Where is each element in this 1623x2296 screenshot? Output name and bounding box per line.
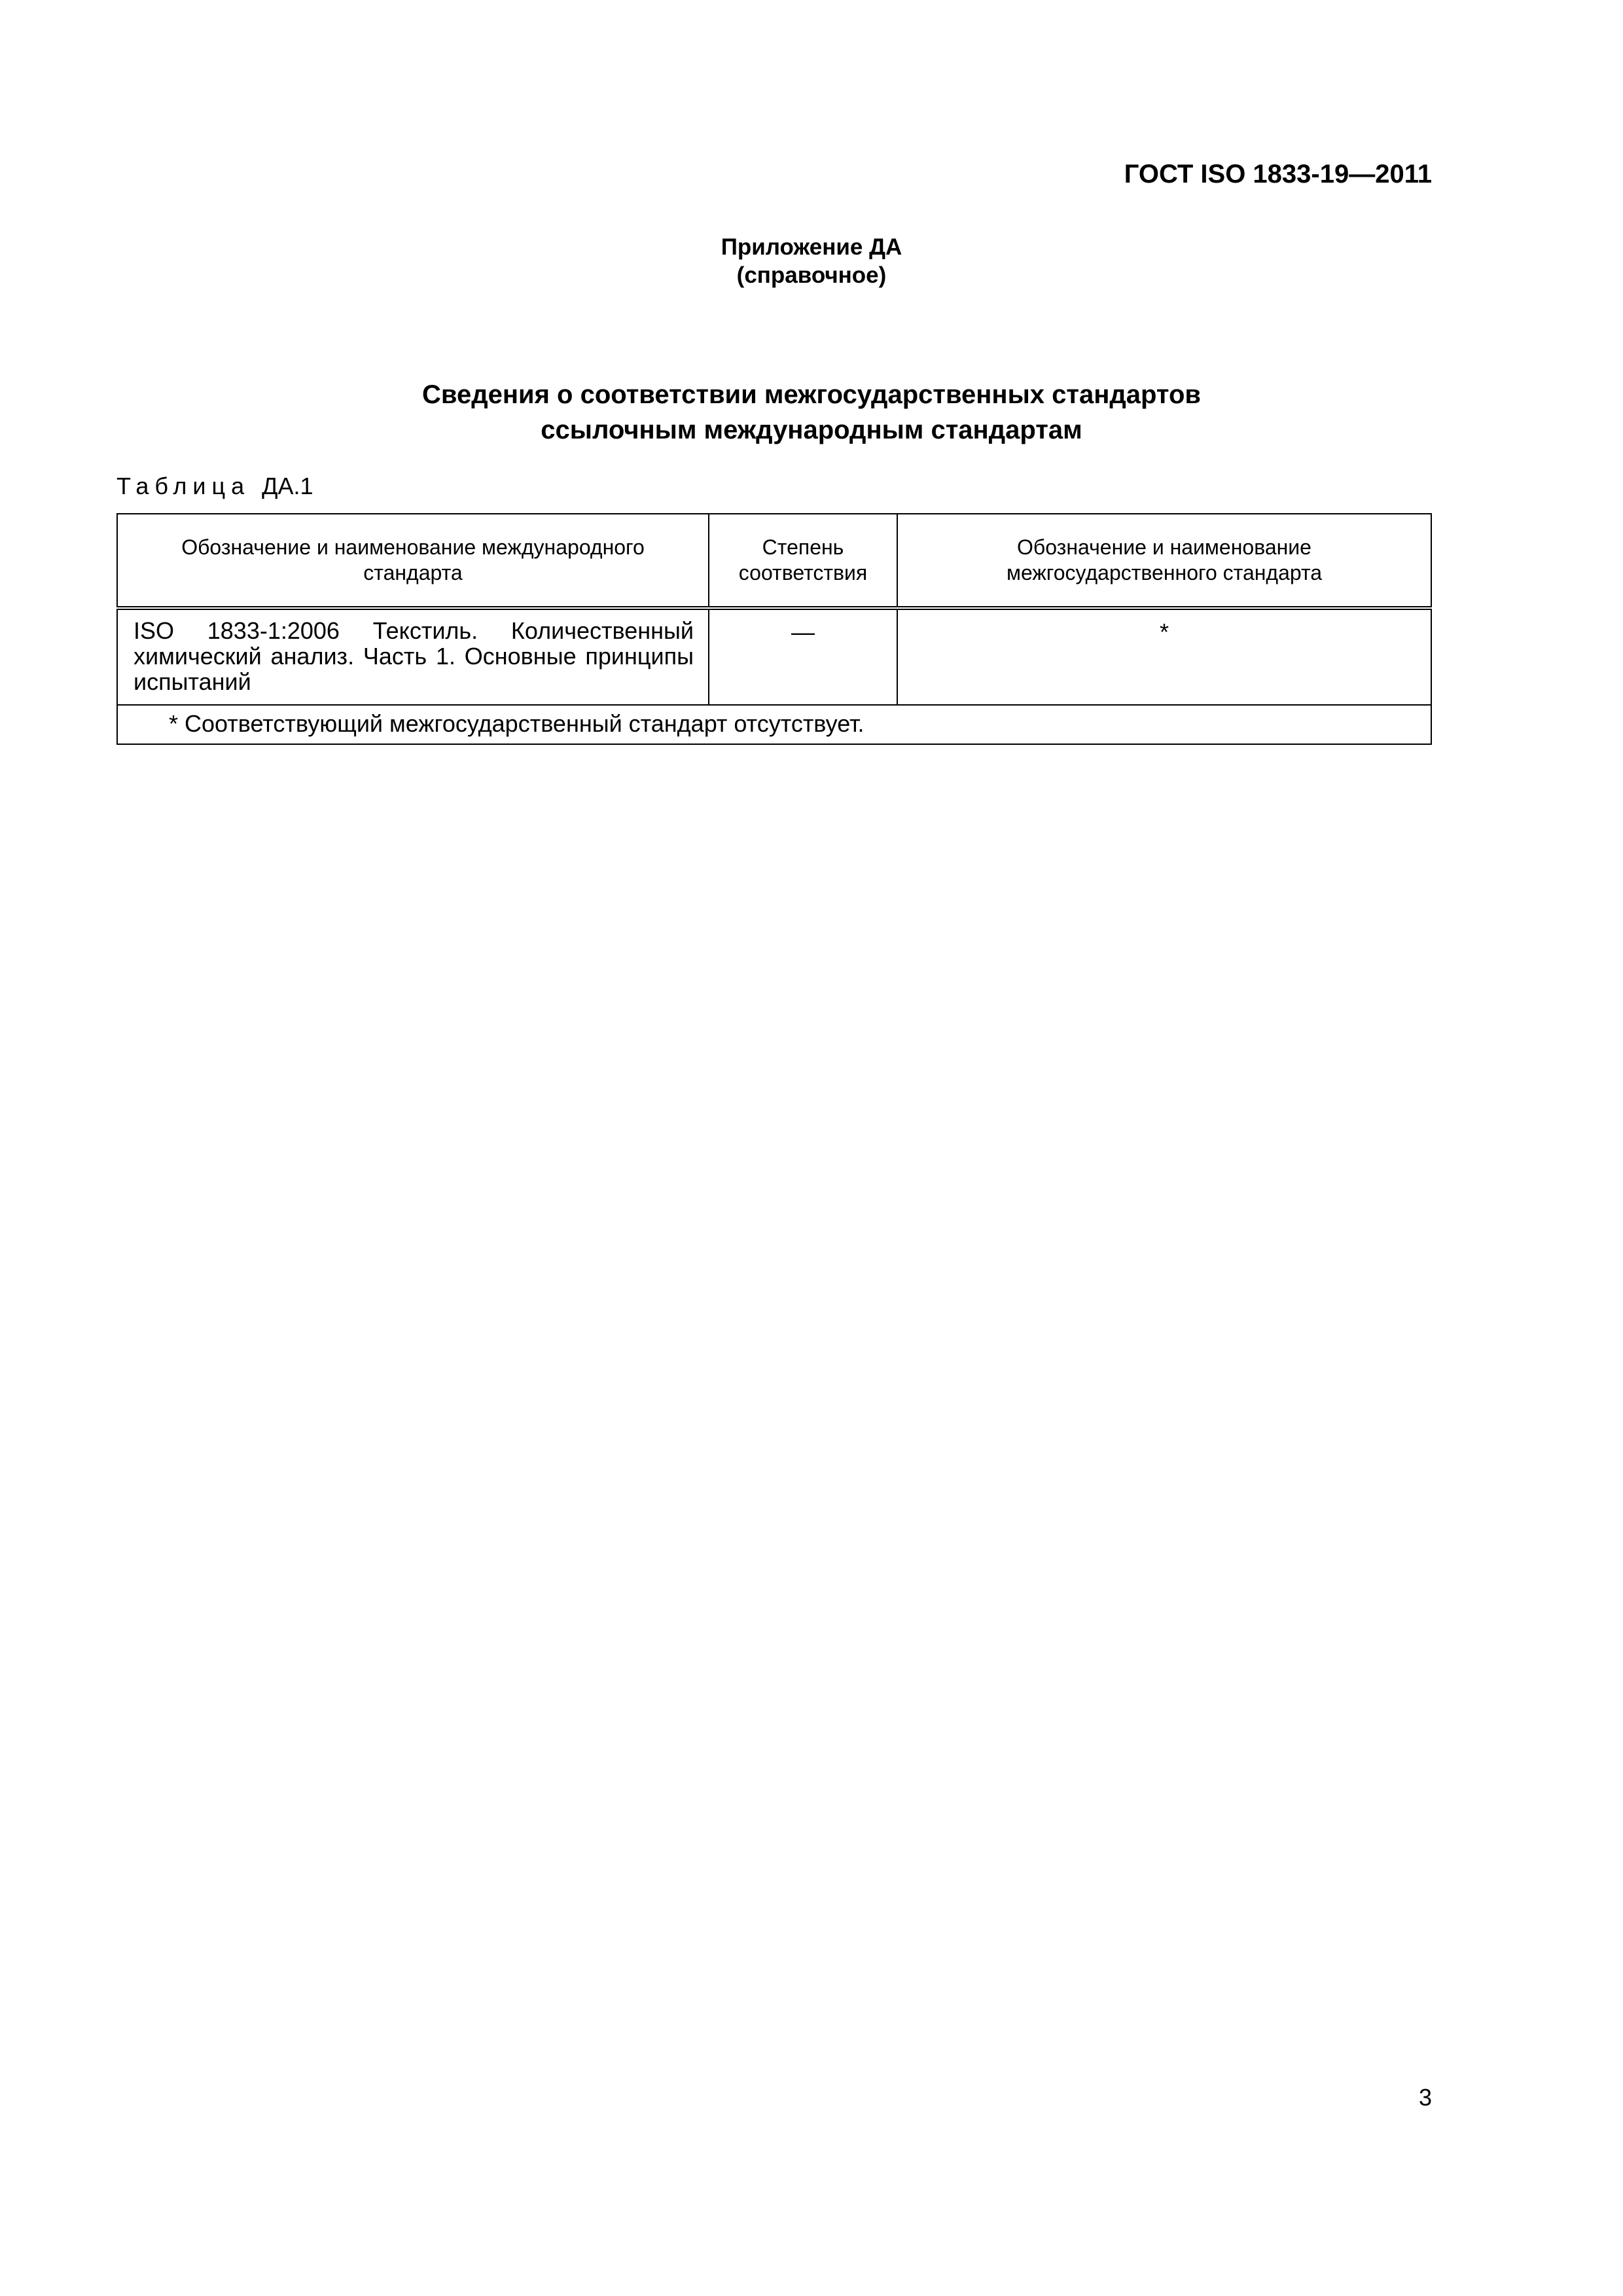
- appendix-heading: [0, 233, 1623, 289]
- table-row: [117, 608, 1431, 705]
- header-degree-text: Степень соответствия: [738, 535, 868, 584]
- table-footnote: * Соответствующий межгосударственный стандарт отсутствует.: [117, 705, 1431, 744]
- table-caption: [116, 473, 313, 500]
- table-footnote-row: [117, 705, 1431, 744]
- table-caption-word: Таблица: [116, 473, 251, 499]
- cell-interstate-standard: *: [897, 608, 1431, 705]
- section-title: [0, 377, 1623, 448]
- header-degree: [709, 514, 897, 608]
- cell-degree: —: [709, 608, 897, 705]
- standard-code-header: ГОСТ ISO 1833-19—2011: [1124, 160, 1432, 188]
- table-caption-id: ДА.1: [262, 473, 313, 499]
- header-interstate-standard-text: Обозначение и наименование межгосударственного стандарта: [1006, 535, 1323, 584]
- page-number: 3: [1418, 2084, 1432, 2111]
- header-international-standard: [117, 514, 709, 608]
- section-title-line-2: ссылочным международным стандартам: [541, 416, 1082, 444]
- appendix-subtitle: (справочное): [736, 262, 887, 288]
- correspondence-table: [116, 513, 1432, 745]
- header-international-standard-text: Обозначение и наименование международного стандарта: [181, 535, 645, 584]
- header-interstate-standard: [897, 514, 1431, 608]
- appendix-title: Приложение ДА: [721, 234, 902, 260]
- table-header-row: [117, 514, 1431, 608]
- section-title-line-1: Сведения о соответствии межгосударственных стандартов: [422, 380, 1201, 409]
- cell-international-standard: ISO 1833-1:2006 Текстиль. Количественный химический анализ. Часть 1. Основные принципы испытаний: [117, 608, 709, 705]
